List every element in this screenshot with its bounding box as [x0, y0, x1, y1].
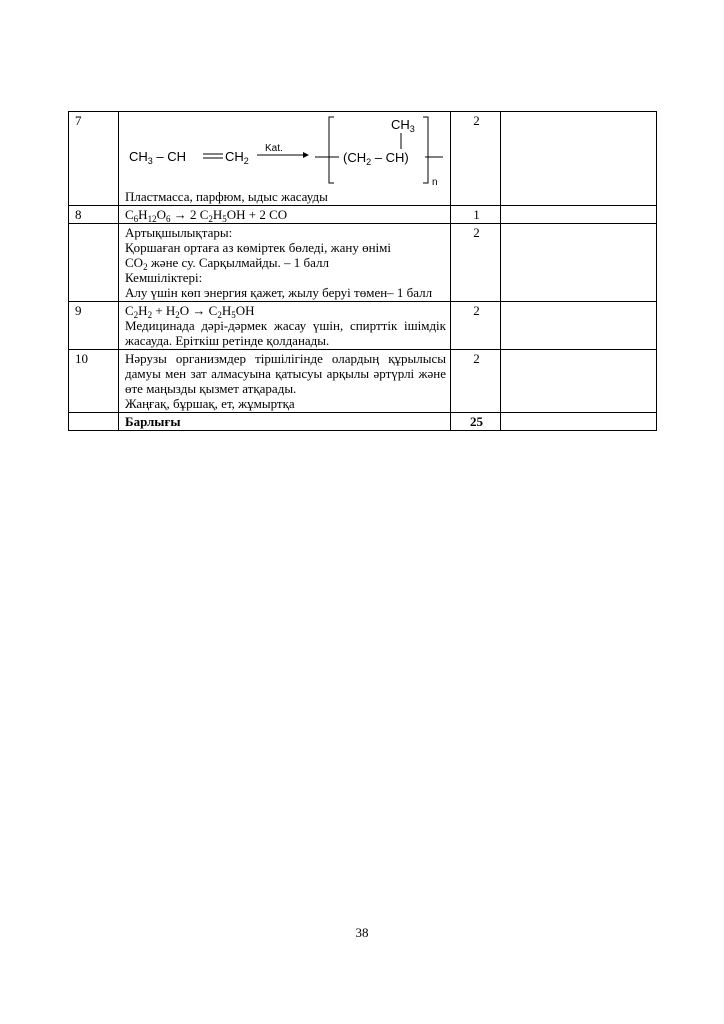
answer-text: Пластмасса, парфюм, ыдыс жасауды	[125, 189, 328, 204]
side-sub3: 3	[409, 124, 415, 134]
side-ch: CH	[391, 117, 410, 132]
svg-text:CH2	[225, 149, 249, 166]
disadvantages-text: Алу үшін көп энергия қажет, жылу беруі төмен– 1 балл	[125, 285, 433, 300]
svg-text:(CH2 – CH)	[343, 150, 409, 167]
svg-text:CH3	[391, 117, 415, 134]
fermentation-equation: $C_6H_{12}O_6 \to 2$ $C_2H_5OH + 2$ CO	[125, 207, 288, 224]
table-row	[69, 112, 657, 206]
reaction-diagram	[125, 113, 447, 189]
notes-cell	[501, 350, 657, 413]
polymerization-scheme	[125, 113, 446, 189]
catalyst-label: Kat.	[265, 143, 283, 154]
total-points: 25	[451, 413, 501, 431]
task-number: 8	[69, 206, 119, 224]
points-cell: 2	[451, 112, 501, 206]
notes-cell	[501, 206, 657, 224]
task-number	[69, 413, 119, 431]
notes-cell	[501, 413, 657, 431]
points-cell: 2	[451, 302, 501, 350]
reactant-ch2: CH	[225, 149, 244, 164]
page-number: 38	[355, 925, 369, 940]
answer-text: Нәрузы организмдер тіршілігінде олардың құрылысы дамуы мен зат алмасуына қатысуы арқылы әртүрлі және өте маңызды қызмет атқарады.	[125, 351, 446, 396]
chain-sub2: 2	[366, 157, 372, 167]
task-number: 7	[69, 112, 119, 206]
answer-cell	[119, 302, 451, 350]
degree-index: n	[432, 177, 438, 188]
advantages-text-cont: $CO_2$ және су. Сарқылмайды. – 1 балл	[125, 255, 330, 272]
table-row	[69, 206, 657, 224]
points-cell: 2	[451, 224, 501, 302]
answer-examples: Жаңғақ, бұршақ, ет, жұмыртқа	[125, 396, 295, 411]
answer-cell	[119, 112, 451, 206]
chain-ch: – CH)	[371, 150, 409, 165]
reactant-ch: CH	[129, 149, 148, 164]
answer-key-table	[68, 111, 657, 431]
notes-cell	[501, 112, 657, 206]
table-row	[69, 350, 657, 413]
points-cell: 1	[451, 206, 501, 224]
notes-cell	[501, 302, 657, 350]
task-number: 9	[69, 302, 119, 350]
reactant-sub3: 3	[147, 156, 153, 166]
notes-cell	[501, 224, 657, 302]
svg-text:CH3 – CH	[129, 149, 186, 166]
advantages-heading: Артықшылықтары:	[125, 225, 233, 240]
task-number: 10	[69, 350, 119, 413]
answer-cell	[119, 224, 451, 302]
advantages-text: Қоршаған ортаға аз көміртек бөледі, жану өнімі	[125, 240, 391, 255]
hydration-equation: $C_2H_2 + H_2O \to C_2H_5OH$	[125, 303, 255, 320]
points-cell: 2	[451, 350, 501, 413]
total-label: Барлығы	[119, 413, 451, 431]
answer-text: Медицинада дәрі-дәрмек жасау үшін, спирттік ішімдік жасауда. Еріткіш ретінде қолданады.	[125, 318, 446, 348]
table-row	[69, 224, 657, 302]
disadvantages-heading: Кемшіліктері:	[125, 270, 203, 285]
answer-cell	[119, 206, 451, 224]
answer-cell	[119, 350, 451, 413]
table-row	[69, 302, 657, 350]
chain-ch2: (CH	[343, 150, 367, 165]
total-row	[69, 413, 657, 431]
task-number	[69, 224, 119, 302]
reactant-ch-middle: – CH	[152, 149, 187, 164]
reactant-sub2: 2	[243, 156, 249, 166]
